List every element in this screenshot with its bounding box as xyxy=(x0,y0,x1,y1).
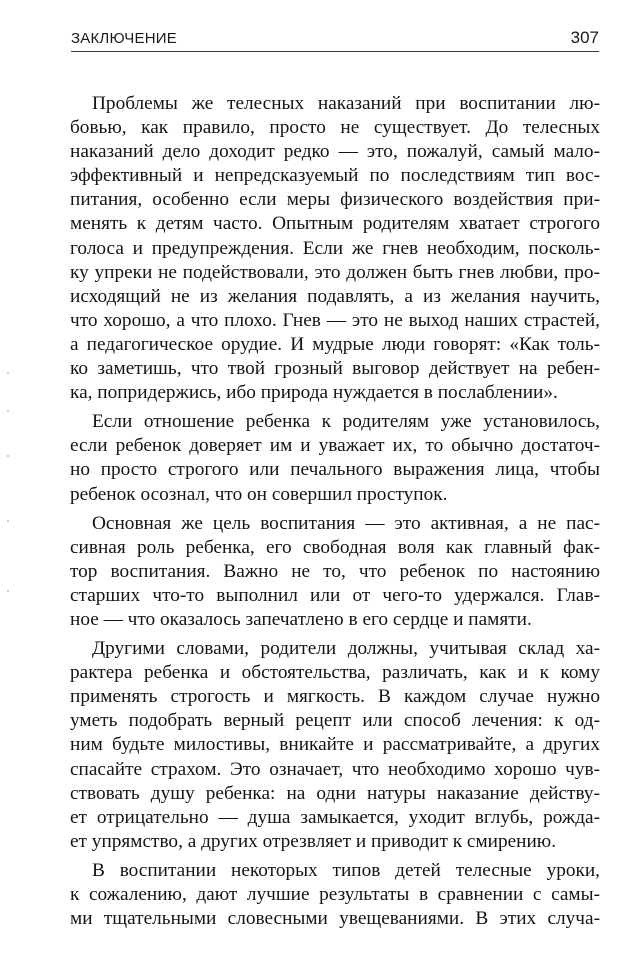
text-line: а педагогическое орудие. И мудрые люди говорят: «Как толь- xyxy=(70,333,600,355)
scan-speck xyxy=(7,372,9,374)
running-header xyxy=(71,28,599,50)
text-line: ное — что оказалось запечатлено в его сердце и памяти. xyxy=(70,608,532,630)
chapter-title: ЗАКЛЮЧЕНИЕ xyxy=(71,30,177,47)
paragraph-1 xyxy=(70,92,600,405)
text-line: ет упрямство, а других отрезвляет и приводит к смирению. xyxy=(70,830,557,852)
text-line: старших что-то выполнил или от чего-то удержался. Глав- xyxy=(70,584,600,606)
text-line: В воспитании некоторых типов детей телесные уроки, xyxy=(92,859,600,881)
text-line: спасайте страхом. Это означает, что необходимо хорошо чув- xyxy=(70,758,600,780)
paragraph-5 xyxy=(70,859,600,931)
text-line: ко заметишь, что твой грозный выговор действует на ребен- xyxy=(70,358,600,380)
text-line: ка, попридержись, ибо природа нуждается в послаблении». xyxy=(70,382,558,404)
text-line: менять к детям часто. Опытным родителям хватает строгого xyxy=(70,213,600,235)
text-line: голоса и предупреждения. Если же гнев необходим, посколь- xyxy=(70,237,600,259)
text-line: исходящий не из желания подавлять, а из желания научить, xyxy=(70,285,600,307)
scan-speck xyxy=(7,520,9,522)
text-line: Если отношение ребенка к родителям уже установилось, xyxy=(92,411,600,433)
text-line: уметь подобрать верный рецепт или способ лечения: к од- xyxy=(70,710,600,732)
text-line: ет отрицательно — душа замыкается, уходит вглубь, рожда- xyxy=(70,806,600,828)
text-line: но просто строгого или печального выражения лица, чтобы xyxy=(70,459,600,481)
text-line: если ребенок доверяет им и уважает их, то обычно достаточ- xyxy=(70,435,600,457)
text-line: применять строгость и мягкость. В каждом случае нужно xyxy=(70,686,600,708)
text-line: Другими словами, родители должны, учитывая склад ха- xyxy=(92,638,600,660)
text-line: тор воспитания. Важно не то, что ребенок по настоянию xyxy=(70,560,600,582)
text-line: наказаний дело доходит редко — это, пожалуй, самый мало- xyxy=(70,141,600,163)
text-line: питания, особенно если меры физического воздействия при- xyxy=(70,189,600,211)
text-line: рактера ребенка и обстоятельства, различать, как и к кому xyxy=(70,662,600,684)
scan-speck xyxy=(7,590,9,592)
paragraph-2 xyxy=(70,410,600,506)
text-line: ребенок осознал, что он совершил проступок. xyxy=(70,483,448,505)
paragraph-4 xyxy=(70,637,600,854)
text-line: Основная же цель воспитания — это активная, а не пас- xyxy=(92,512,600,534)
scan-speck xyxy=(7,410,9,412)
header-rule xyxy=(71,51,599,52)
text-line: ним будьте милостивы, вникайте и рассматривайте, а других xyxy=(70,734,600,756)
body-text xyxy=(70,92,600,931)
text-line: Проблемы же телесных наказаний при воспитании лю- xyxy=(92,93,600,114)
page-number: 307 xyxy=(570,28,599,47)
text-line: ми тщательными словесными увещеваниями. В этих случа- xyxy=(70,908,600,930)
scan-speck xyxy=(7,455,9,457)
text-line: к сожалению, дают лучшие результаты в сравнении с самы- xyxy=(70,884,600,905)
text-line: ствовать душу ребенка: на одни натуры наказание действу- xyxy=(70,782,600,804)
text-line: бовью, как правило, просто не существует. До телесных xyxy=(70,117,600,139)
paragraph-3 xyxy=(70,512,600,632)
text-line: что хорошо, а что плохо. Гнев — это не выход наших страстей, xyxy=(70,309,600,331)
text-line: сивная роль ребенка, его свободная воля как главный фак- xyxy=(70,536,600,558)
text-line: ку упреки не подействовали, это должен быть гнев любви, про- xyxy=(70,261,600,283)
text-line: эффективный и непредсказуемый по последствиям тип вос- xyxy=(70,165,600,187)
